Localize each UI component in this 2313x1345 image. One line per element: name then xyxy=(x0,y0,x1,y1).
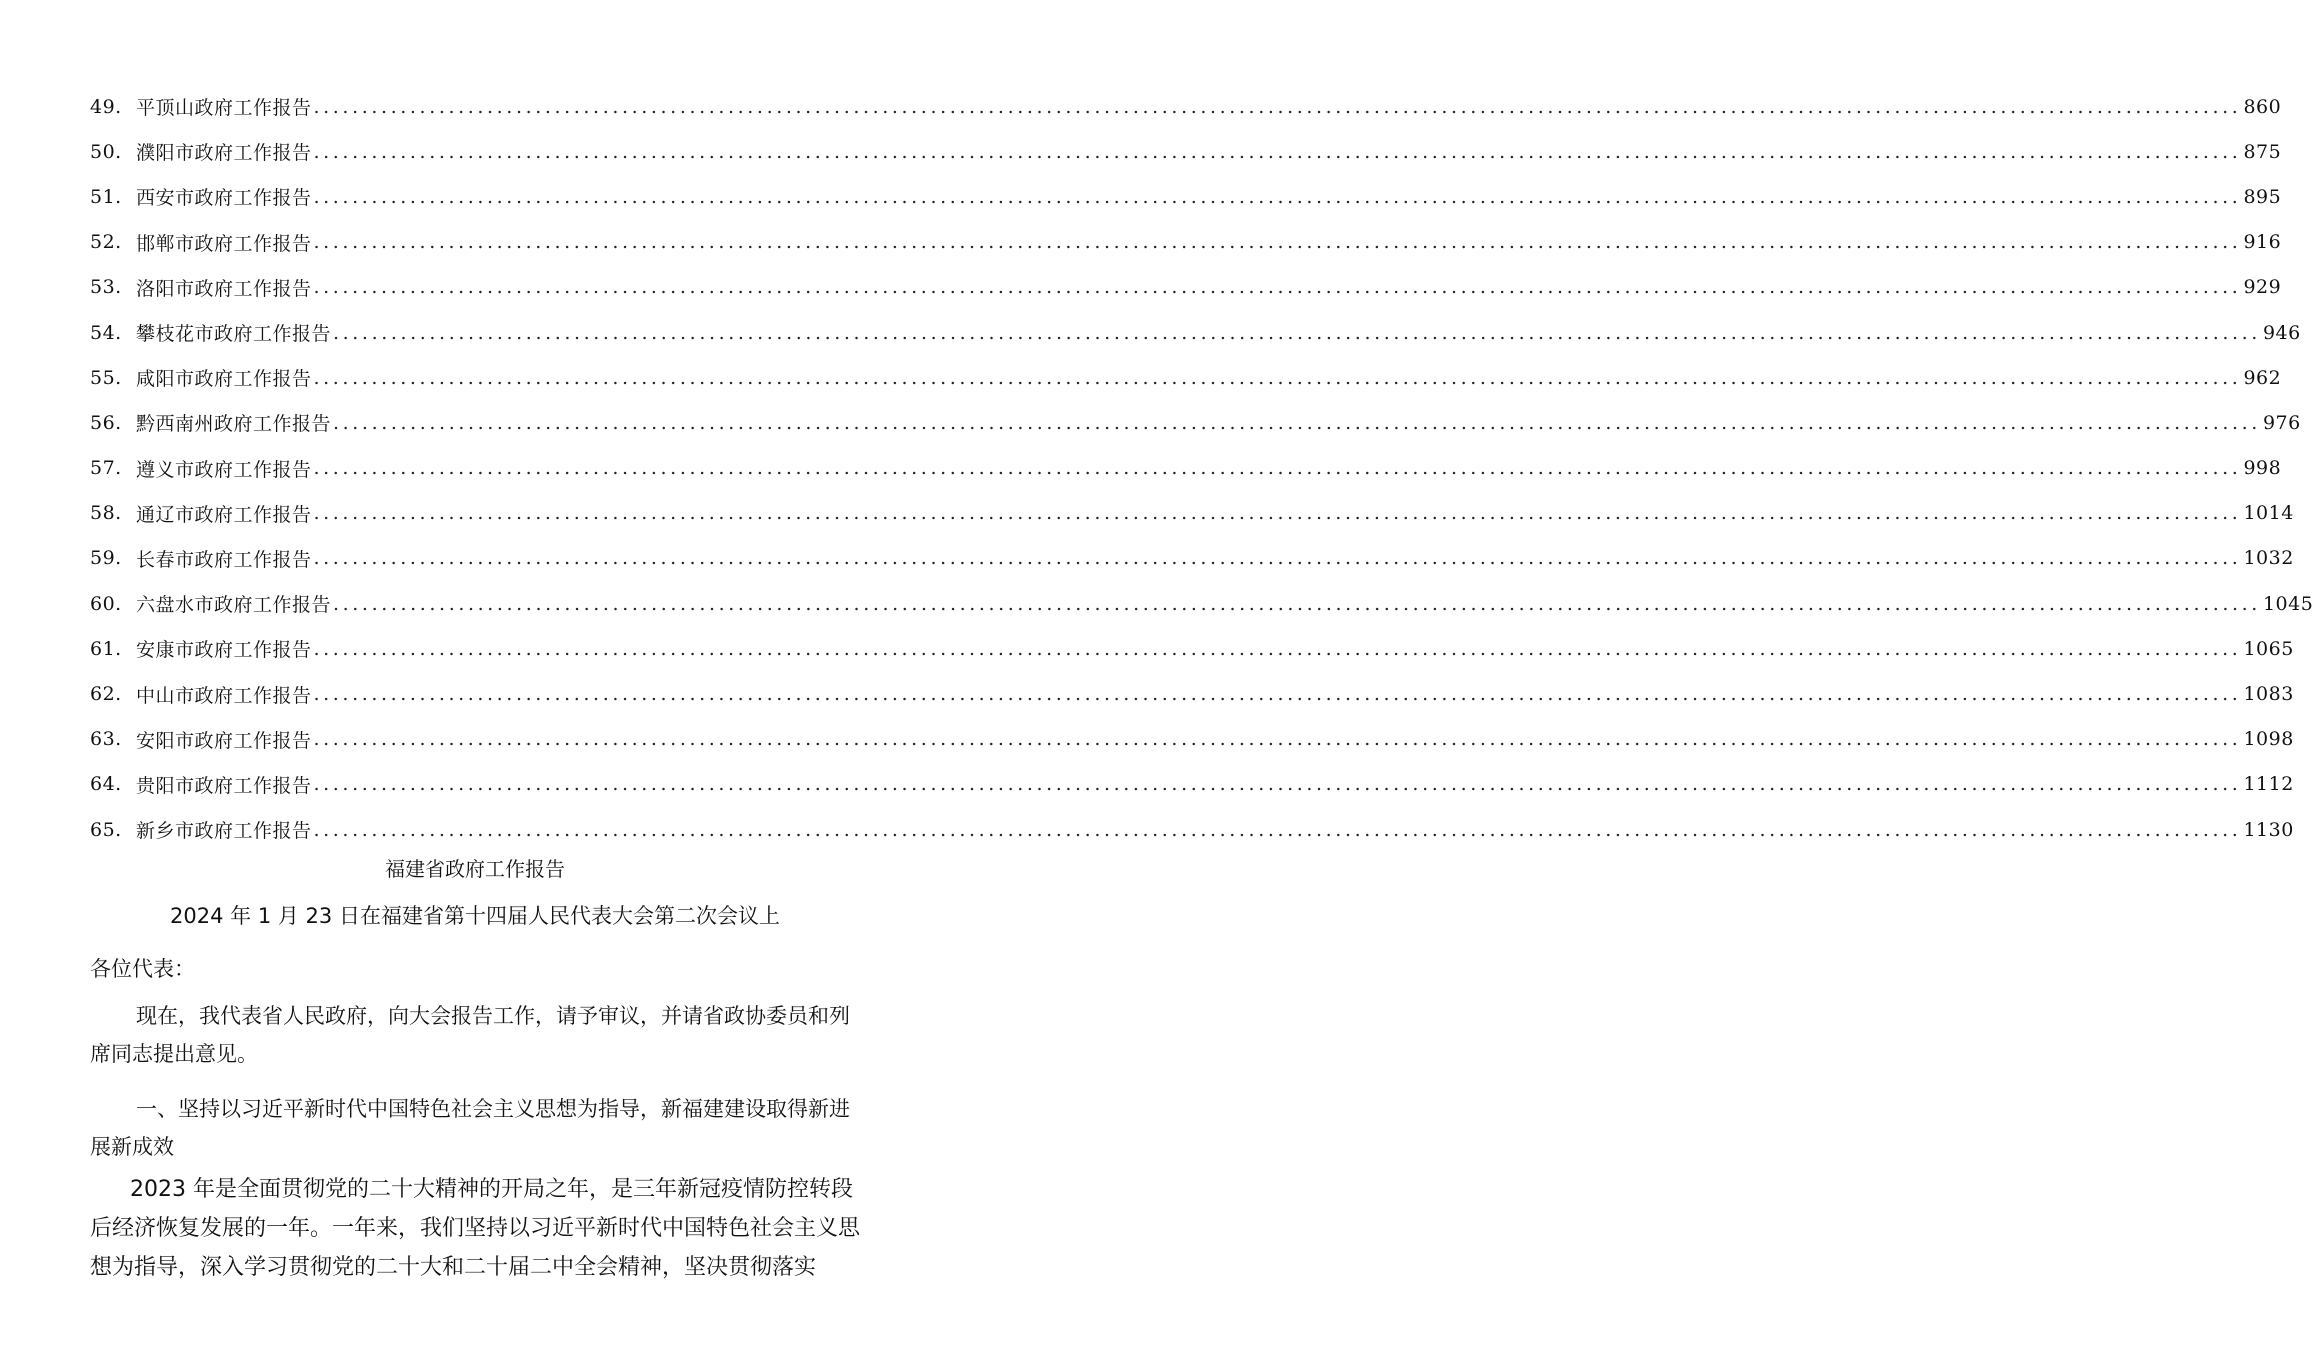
toc-entry-number: 56. xyxy=(90,411,122,434)
toc-entry[interactable] xyxy=(90,400,2301,445)
toc-leader-dots: ........................................................................................................................................................................................................ xyxy=(313,95,2242,118)
toc-entry[interactable] xyxy=(90,129,2282,174)
toc-entry-title: 六盘水市政府工作报告 xyxy=(136,594,332,617)
toc-entry-page-number: 1083 xyxy=(2243,683,2294,706)
toc-entry-title: 遵义市政府工作报告 xyxy=(136,458,312,481)
toc-entry-page-number: 1112 xyxy=(2243,773,2294,796)
toc-entry-title: 黔西南州政府工作报告 xyxy=(136,413,332,436)
toc-entry[interactable] xyxy=(90,174,2282,219)
toc-entry-title: 平顶山政府工作报告 xyxy=(136,97,312,120)
toc-leader-dots: ........................................................................................................................................................................................................ xyxy=(313,231,2242,254)
toc-entry-page-number: 929 xyxy=(2243,276,2282,299)
toc-entry[interactable] xyxy=(90,84,2282,129)
toc-entry-title: 洛阳市政府工作报告 xyxy=(136,277,312,300)
toc-entry-number: 51. xyxy=(90,185,122,208)
toc-entry-number: 57. xyxy=(90,457,122,480)
toc-entry-number: 65. xyxy=(90,818,122,841)
toc-entry-title: 邯郸市政府工作报告 xyxy=(136,232,312,255)
toc-entry-number: 53. xyxy=(90,276,122,299)
toc-entry[interactable] xyxy=(90,581,2313,626)
toc-entry-title: 贵阳市政府工作报告 xyxy=(136,774,312,797)
toc-entry[interactable] xyxy=(90,220,2282,265)
toc-entry-number: 64. xyxy=(90,773,122,796)
toc-entry-title: 长春市政府工作报告 xyxy=(136,548,312,571)
toc-entry-number: 62. xyxy=(90,683,122,706)
paragraph-body: 2023 年是全面贯彻党的二十大精神的开局之年，是三年新冠疫情防控转段后经济恢复发展的一年。一年来，我们坚持以习近平新时代中国特色社会主义思想为指导，深入学习贯彻党的二十大和二十届二中全会精神，坚决贯彻落实 xyxy=(90,1177,861,1280)
toc-leader-dots: ........................................................................................................................................................................................................ xyxy=(333,592,2261,615)
toc-entry[interactable] xyxy=(90,626,2294,671)
toc-entry[interactable] xyxy=(90,717,2294,762)
toc-entry-title: 攀枝花市政府工作报告 xyxy=(136,323,332,346)
toc-entry-number: 61. xyxy=(90,637,122,660)
toc-entry-page-number: 962 xyxy=(2243,366,2282,389)
toc-leader-dots: ........................................................................................................................................................................................................ xyxy=(313,457,2242,480)
toc-leader-dots: ........................................................................................................................................................................................................ xyxy=(313,276,2242,299)
toc-entry-page-number: 1014 xyxy=(2243,502,2294,525)
toc-entry-title: 安康市政府工作报告 xyxy=(136,639,312,662)
toc-entry-page-number: 875 xyxy=(2243,140,2282,163)
toc-leader-dots: ........................................................................................................................................................................................................ xyxy=(313,185,2242,208)
toc-leader-dots: ........................................................................................................................................................................................................ xyxy=(313,637,2242,660)
toc-entry-number: 52. xyxy=(90,231,122,254)
toc-entry-page-number: 1130 xyxy=(2243,818,2294,841)
toc-entry-number: 54. xyxy=(90,321,122,344)
document-subtitle: 2024 年 1 月 23 日在福建省第十四届人民代表大会第二次会议上 xyxy=(170,904,780,928)
table-of-contents xyxy=(90,84,2313,852)
toc-leader-dots: ........................................................................................................................................................................................................ xyxy=(313,502,2242,525)
toc-leader-dots: ........................................................................................................................................................................................................ xyxy=(313,683,2242,706)
toc-entry[interactable] xyxy=(90,446,2282,491)
toc-entry-page-number: 895 xyxy=(2243,185,2282,208)
toc-entry-number: 49. xyxy=(90,95,122,118)
section-heading: 一、坚持以习近平新时代中国特色社会主义思想为指导，新福建建设取得新进展新成效 xyxy=(90,1097,850,1159)
toc-entry-title: 安阳市政府工作报告 xyxy=(136,729,312,752)
toc-entry[interactable] xyxy=(90,807,2294,852)
toc-entry-page-number: 916 xyxy=(2243,231,2282,254)
toc-entry-page-number: 1098 xyxy=(2243,728,2294,751)
toc-entry[interactable] xyxy=(90,762,2294,807)
toc-leader-dots: ........................................................................................................................................................................................................ xyxy=(333,411,2261,434)
toc-entry-title: 通辽市政府工作报告 xyxy=(136,503,312,526)
toc-entry[interactable] xyxy=(90,671,2294,716)
toc-leader-dots: ........................................................................................................................................................................................................ xyxy=(313,773,2242,796)
toc-entry-page-number: 976 xyxy=(2262,411,2301,434)
toc-entry-number: 55. xyxy=(90,366,122,389)
document-title: 福建省政府工作报告 xyxy=(385,857,565,881)
paragraph-intro: 现在，我代表省人民政府，向大会报告工作，请予审议，并请省政协委员和列席同志提出意见。 xyxy=(90,1004,850,1066)
toc-entry-number: 59. xyxy=(90,547,122,570)
toc-entry-number: 60. xyxy=(90,592,122,615)
toc-entry[interactable] xyxy=(90,310,2301,355)
toc-entry-page-number: 1045 xyxy=(2262,592,2313,615)
toc-leader-dots: ........................................................................................................................................................................................................ xyxy=(313,728,2242,751)
toc-entry-title: 中山市政府工作报告 xyxy=(136,684,312,707)
toc-entry-page-number: 1032 xyxy=(2243,547,2294,570)
toc-leader-dots: ........................................................................................................................................................................................................ xyxy=(313,140,2242,163)
greeting: 各位代表： xyxy=(90,957,195,981)
toc-entry[interactable] xyxy=(90,491,2294,536)
toc-leader-dots: ........................................................................................................................................................................................................ xyxy=(313,818,2242,841)
toc-leader-dots: ........................................................................................................................................................................................................ xyxy=(313,547,2242,570)
toc-entry-title: 咸阳市政府工作报告 xyxy=(136,368,312,391)
toc-entry-page-number: 860 xyxy=(2243,95,2282,118)
toc-entry-number: 50. xyxy=(90,140,122,163)
toc-entry-number: 58. xyxy=(90,502,122,525)
toc-entry-page-number: 946 xyxy=(2262,321,2301,344)
toc-entry[interactable] xyxy=(90,265,2282,310)
toc-entry-number: 63. xyxy=(90,728,122,751)
toc-entry[interactable] xyxy=(90,536,2294,581)
toc-entry-title: 西安市政府工作报告 xyxy=(136,187,312,210)
toc-leader-dots: ........................................................................................................................................................................................................ xyxy=(333,321,2261,344)
toc-entry[interactable] xyxy=(90,355,2282,400)
toc-leader-dots: ........................................................................................................................................................................................................ xyxy=(313,366,2242,389)
toc-entry-title: 濮阳市政府工作报告 xyxy=(136,142,312,165)
toc-entry-title: 新乡市政府工作报告 xyxy=(136,820,312,843)
toc-entry-page-number: 1065 xyxy=(2243,637,2294,660)
toc-entry-page-number: 998 xyxy=(2243,457,2282,480)
